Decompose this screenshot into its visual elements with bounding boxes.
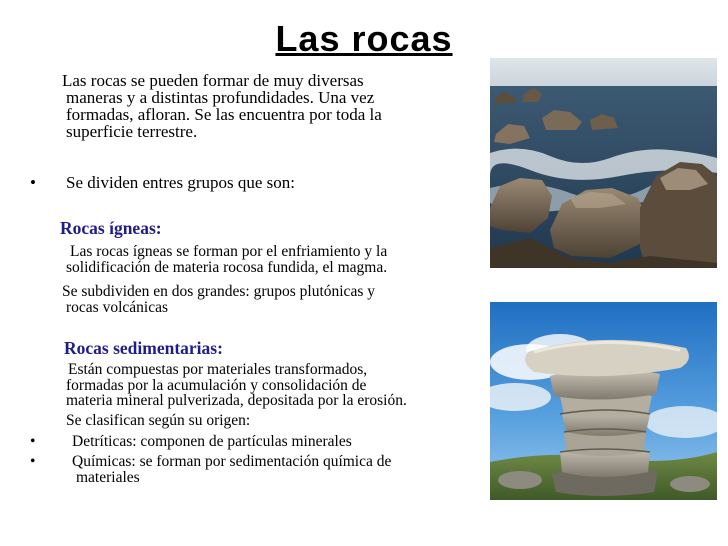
groups-text: Se dividen entres grupos que son: — [66, 173, 295, 192]
intro-line: superficie terrestre. — [66, 122, 198, 141]
list-item — [72, 434, 492, 450]
stacked-rocks-photo — [490, 302, 717, 500]
coastal-rocks-photo — [490, 58, 717, 268]
bullet-marker: • — [30, 453, 36, 470]
bullet-marker: • — [30, 173, 36, 192]
igneas-heading: Rocas ígneas: — [60, 218, 162, 238]
sedimentarias-paragraph-1 — [66, 362, 486, 409]
slide-title: Las rocas — [275, 18, 453, 59]
list-item-line: Detríticas: componen de partículas minerales — [72, 433, 352, 450]
intro-line: maneras y a distintas profundidades. Una vez — [66, 88, 375, 107]
list-item-line: Químicas: se forman por sedimentación química de — [72, 453, 392, 470]
list-item — [72, 454, 492, 485]
sedimentarias-heading: Rocas sedimentarias: — [64, 338, 223, 358]
igneas-line: Las rocas ígneas se forman por el enfriamiento y la — [70, 243, 388, 260]
list-item-line: materiales — [76, 468, 140, 486]
igneas-line: solidificación de materia rocosa fundida, el magma. — [66, 258, 388, 276]
sedimentarias-line: materia mineral pulverizada, depositada por la erosión. — [66, 392, 407, 409]
bullet-marker: • — [30, 433, 36, 450]
igneas-paragraph-1 — [66, 244, 486, 275]
intro-paragraph — [62, 71, 486, 141]
igneas-line: Se subdividen en dos grandes: grupos plutónicas y — [62, 283, 375, 300]
sedimentarias-line: formadas por la acumulación y consolidación de — [66, 376, 367, 394]
intro-line: formadas, afloran. Se las encuentra por toda la — [66, 105, 382, 124]
sedimentarias-line: Están compuestas por materiales transformados, — [68, 361, 368, 378]
igneas-paragraph-2 — [62, 283, 486, 316]
intro-line: Las rocas se pueden formar de muy diversas — [62, 71, 364, 90]
igneas-line: rocas volcánicas — [66, 298, 168, 316]
sedimentarias-paragraph-2: Se clasifican según su origen: — [66, 412, 251, 429]
